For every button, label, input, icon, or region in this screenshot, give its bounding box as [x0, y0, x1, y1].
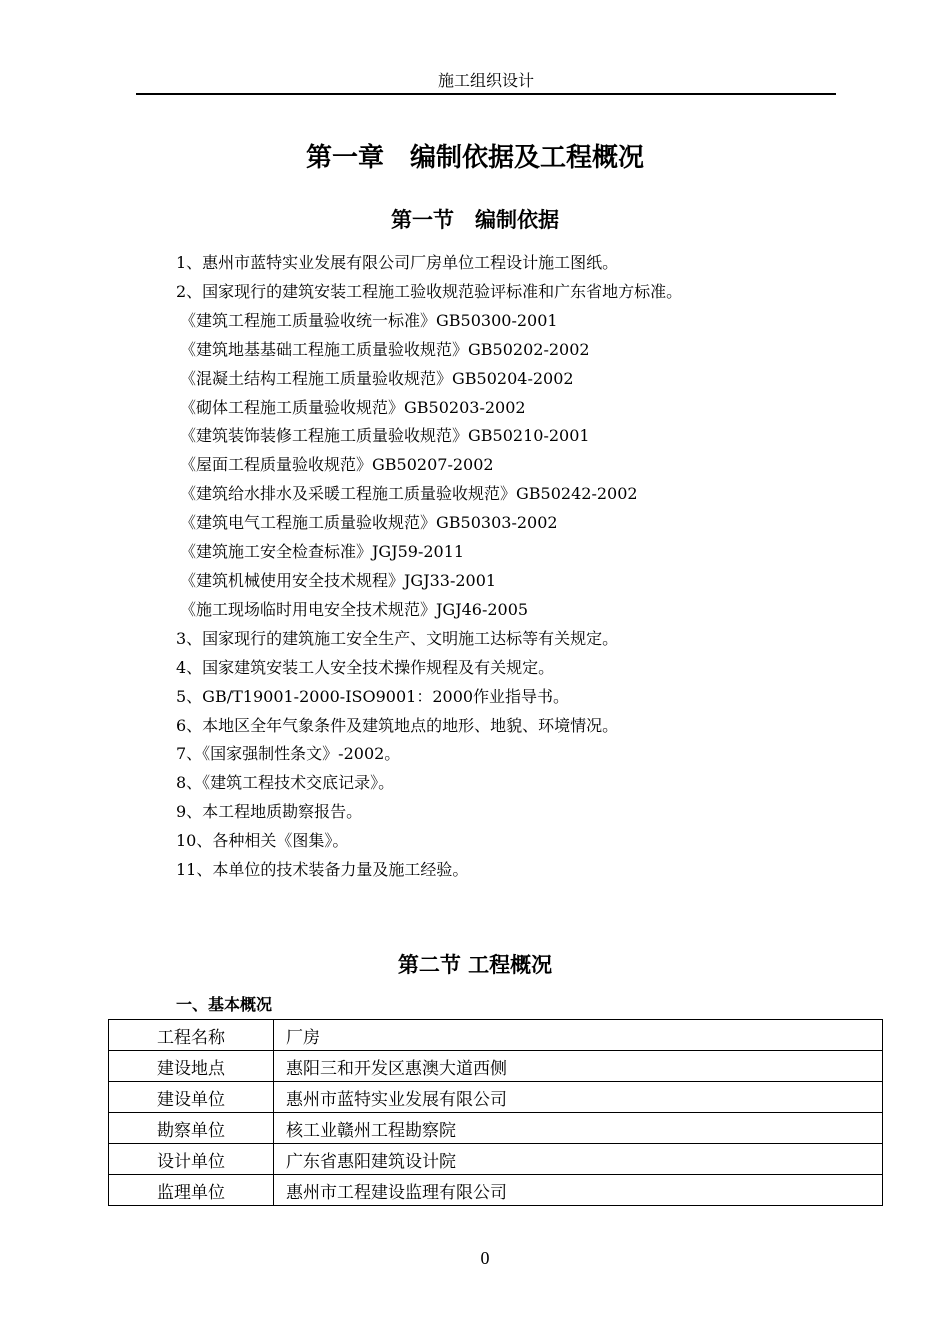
- list-item: 8、《建筑工程技术交底记录》。: [176, 773, 395, 793]
- table-cell-value: 核工业赣州工程勘察院: [274, 1113, 883, 1144]
- list-item: 6、本地区全年气象条件及建筑地点的地形、地貌、环境情况。: [176, 715, 619, 735]
- list-item: 9、本工程地质勘察报告。: [176, 802, 363, 822]
- table-row: [109, 1020, 883, 1051]
- list-item: 《屋面工程质量验收规范》GB50207-2002: [180, 455, 494, 475]
- table-row: [109, 1175, 883, 1206]
- list-item: 4、国家建筑安装工人安全技术操作规程及有关规定。: [176, 657, 555, 677]
- list-item: 《施工现场临时用电安全技术规范》JGJ46-2005: [180, 599, 529, 619]
- list-item: 2、国家现行的建筑安装工程施工验收规范验评标准和广东省地方标准。: [176, 281, 683, 301]
- list-item: 10、各种相关《图集》。: [176, 831, 349, 851]
- table-cell-value: 厂房: [274, 1020, 883, 1051]
- list-item: 《建筑电气工程施工质量验收规范》GB50303-2002: [180, 513, 558, 533]
- table-cell-label: 勘察单位: [109, 1113, 274, 1144]
- list-item: 11、本单位的技术装备力量及施工经验。: [176, 860, 469, 880]
- table-cell-label: 建设单位: [109, 1082, 274, 1113]
- list-item: 5、GB/T19001-2000-ISO9001：2000作业指导书。: [176, 686, 570, 706]
- list-item: 《建筑工程施工质量验收统一标准》GB50300-2001: [180, 310, 558, 330]
- table-cell-label: 建设地点: [109, 1051, 274, 1082]
- table-cell-value: 惠州市工程建设监理有限公司: [274, 1175, 883, 1206]
- table-cell-label: 工程名称: [109, 1020, 274, 1051]
- list-item: 《建筑装饰装修工程施工质量验收规范》GB50210-2001: [180, 426, 590, 446]
- list-item: 《建筑地基基础工程施工质量验收规范》GB50202-2002: [180, 339, 590, 359]
- section-title-basis: 第一节 编制依据: [391, 208, 559, 232]
- section-title-overview: 第二节 工程概况: [397, 953, 553, 977]
- table-row: [109, 1113, 883, 1144]
- list-item: 3、国家现行的建筑施工安全生产、文明施工达标等有关规定。: [176, 628, 619, 648]
- table-cell-value: 惠阳三和开发区惠澳大道西侧: [274, 1051, 883, 1082]
- page-number: 0: [480, 1248, 490, 1268]
- table-cell-value: 广东省惠阳建筑设计院: [274, 1144, 883, 1175]
- list-item: 《建筑给水排水及采暖工程施工质量验收规范》GB50242-2002: [180, 484, 638, 504]
- table-cell-label: 设计单位: [109, 1144, 274, 1175]
- list-item: 7、《国家强制性条文》-2002。: [176, 744, 401, 764]
- subheading-basic-overview: 一、基本概况: [176, 995, 273, 1014]
- page-header: 施工组织设计: [136, 70, 836, 95]
- table-cell-label: 监理单位: [109, 1175, 274, 1206]
- project-info-table: [108, 1019, 883, 1206]
- table-row: [109, 1082, 883, 1113]
- table-cell-value: 惠州市蓝特实业发展有限公司: [274, 1082, 883, 1113]
- list-item: 1、惠州市蓝特实业发展有限公司厂房单位工程设计施工图纸。: [176, 253, 619, 272]
- list-item: 《混凝土结构工程施工质量验收规范》GB50204-2002: [180, 368, 574, 388]
- basis-list: [176, 249, 876, 885]
- list-item: 《建筑机械使用安全技术规程》JGJ33-2001: [180, 570, 497, 590]
- table-row: [109, 1144, 883, 1175]
- list-item: 《建筑施工安全检查标准》JGJ59-2011: [180, 542, 465, 562]
- chapter-title: 第一章 编制依据及工程概况: [305, 143, 644, 173]
- table-row: [109, 1051, 883, 1082]
- list-item: 《砌体工程施工质量验收规范》GB50203-2002: [180, 397, 526, 417]
